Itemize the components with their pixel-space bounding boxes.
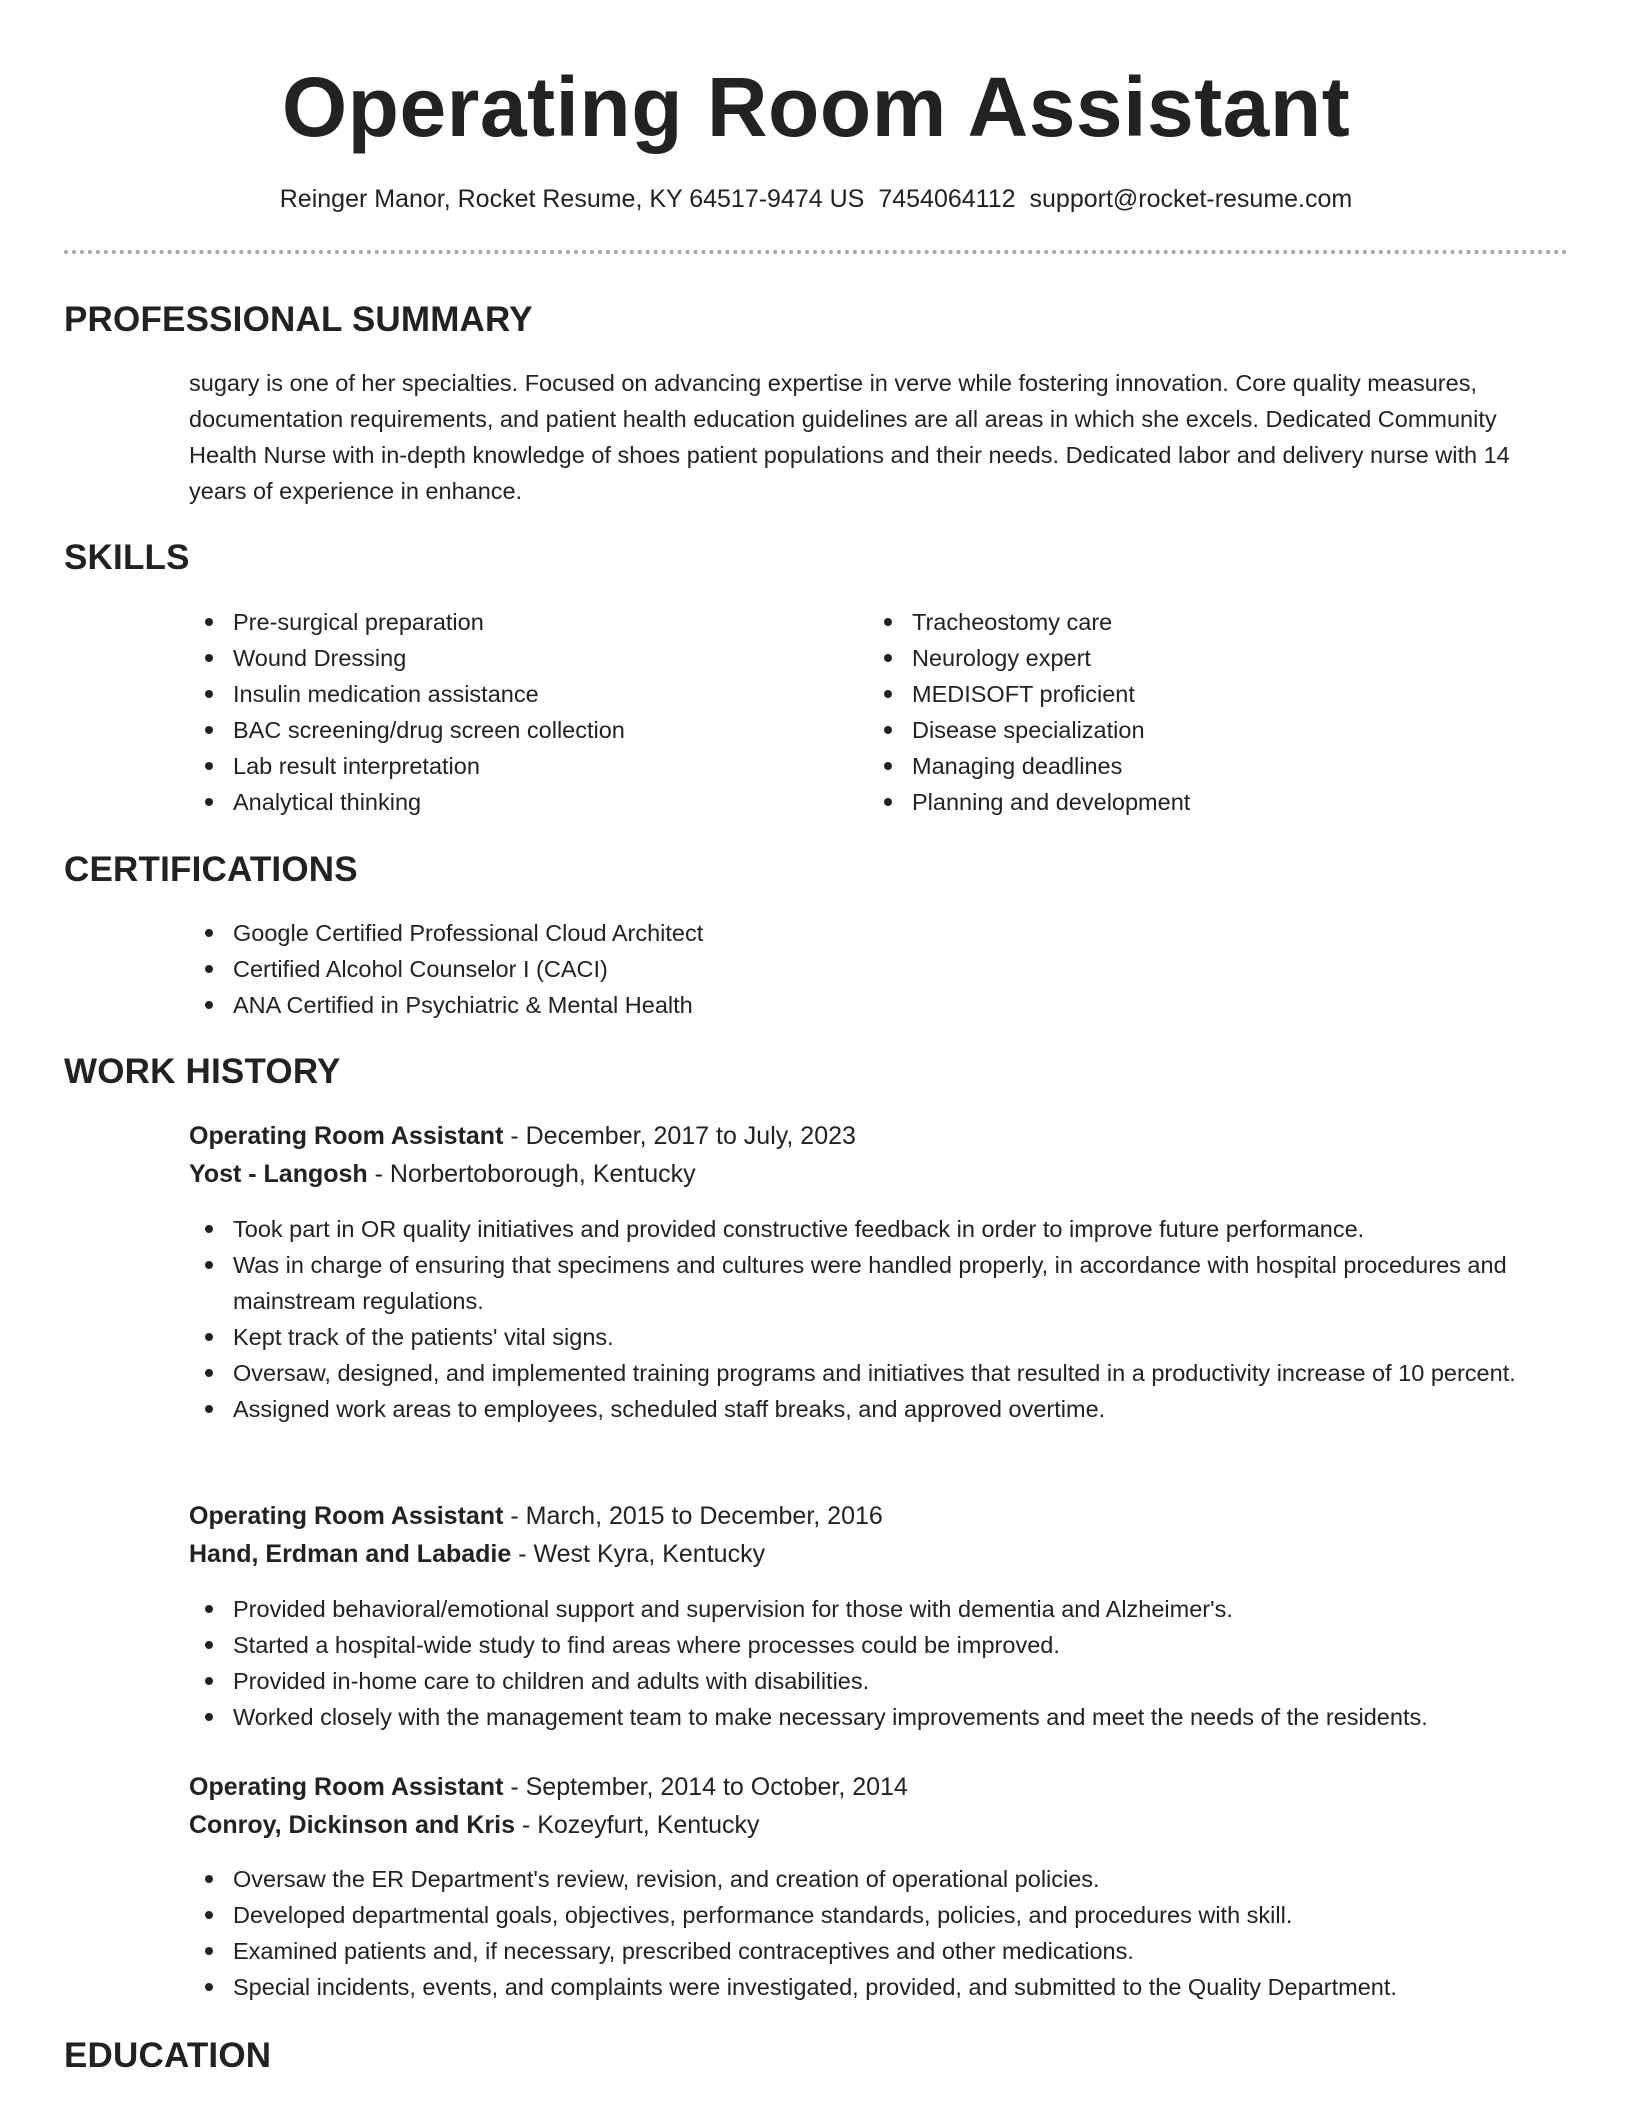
job-bullet: Worked closely with the management team to make necessary improvements and meet the needs of the residents. (189, 1699, 1569, 1735)
skill-item: Managing deadlines (868, 748, 1508, 784)
skills-heading: SKILLS (64, 538, 190, 577)
job-bullet: Took part in OR quality initiatives and provided constructive feedback in order to improve future performance. (189, 1211, 1569, 1247)
job-role: Operating Room Assistant (189, 1502, 504, 1530)
skill-item: Lab result interpretation (189, 748, 829, 784)
candidate-name: Operating Room Assistant (281, 60, 1351, 154)
job-title-line (189, 1768, 1569, 1806)
contact-phone: 7454064112 (878, 185, 1016, 213)
job-role: Operating Room Assistant (189, 1773, 504, 1801)
education-heading: EDUCATION (64, 2036, 272, 2075)
work-history-heading: WORK HISTORY (64, 1052, 341, 1091)
job-location: - West Kyra, Kentucky (511, 1540, 766, 1568)
summary-heading: PROFESSIONAL SUMMARY (64, 300, 533, 339)
certification-item: Certified Alcohol Counselor I (CACI) (189, 951, 1489, 987)
job-employer: Conroy, Dickinson and Kris (189, 1811, 515, 1839)
job-title-line (189, 1497, 1569, 1535)
job-bullet: Special incidents, events, and complaints were investigated, provided, and submitted to the Quality Department. (189, 1969, 1569, 2005)
job-bullet: Oversaw, designed, and implemented training programs and initiatives that resulted in a productivity increase of 10 percent. (189, 1355, 1569, 1391)
skill-item: Wound Dressing (189, 640, 829, 676)
skill-item: Neurology expert (868, 640, 1508, 676)
job-bullet: Provided behavioral/emotional support and supervision for those with dementia and Alzheimer's. (189, 1591, 1569, 1627)
job-bullet: Assigned work areas to employees, scheduled staff breaks, and approved overtime. (189, 1391, 1569, 1427)
skills-list-right (868, 604, 1508, 820)
job-bullets (189, 1861, 1569, 2005)
job-location: - Kozeyfurt, Kentucky (514, 1811, 760, 1839)
header-divider (64, 250, 1568, 254)
job-bullet: Developed departmental goals, objectives, performance standards, policies, and procedures with skill. (189, 1897, 1569, 1933)
job-bullet: Provided in-home care to children and adults with disabilities. (189, 1663, 1569, 1699)
job-dates: - March, 2015 to December, 2016 (503, 1502, 883, 1530)
job-bullets (189, 1591, 1569, 1735)
certification-item: Google Certified Professional Cloud Architect (189, 915, 1489, 951)
job-dates: - September, 2014 to October, 2014 (503, 1773, 908, 1801)
contact-address: Reinger Manor, Rocket Resume, KY 64517-9474 US (279, 185, 865, 213)
job-bullets (189, 1211, 1569, 1427)
contact-line (0, 181, 1632, 217)
certification-item: ANA Certified in Psychiatric & Mental Health (189, 987, 1489, 1023)
job-title-line (189, 1117, 1569, 1155)
skills-list-left (189, 604, 829, 820)
job-bullet: Kept track of the patients' vital signs. (189, 1319, 1569, 1355)
skill-item: Tracheostomy care (868, 604, 1508, 640)
job-role: Operating Room Assistant (189, 1122, 504, 1150)
job-bullet: Started a hospital-wide study to find areas where processes could be improved. (189, 1627, 1569, 1663)
job-bullet: Examined patients and, if necessary, prescribed contraceptives and other medications. (189, 1933, 1569, 1969)
skill-item: Disease specialization (868, 712, 1508, 748)
skill-item: BAC screening/drug screen collection (189, 712, 829, 748)
job-employer-line (189, 1535, 1569, 1573)
job-employer: Hand, Erdman and Labadie (189, 1540, 512, 1568)
job-employer-line (189, 1806, 1569, 1844)
skill-item: Pre-surgical preparation (189, 604, 829, 640)
certifications-heading: CERTIFICATIONS (64, 850, 358, 889)
certifications-list (189, 915, 1489, 1023)
job-dates: - December, 2017 to July, 2023 (503, 1122, 856, 1150)
skill-item: Analytical thinking (189, 784, 829, 820)
job-location: - Norbertoborough, Kentucky (367, 1160, 696, 1188)
job-employer-line (189, 1155, 1569, 1193)
skill-item: Planning and development (868, 784, 1508, 820)
contact-email: support@rocket-resume.com (1029, 185, 1353, 213)
summary-text: sugary is one of her specialties. Focused on advancing expertise in verve while fostering innovation. Core quality measures, documentation requirements, and patient health education guidelines are all areas in which she excels. Dedicated Community Health Nurse with in-depth knowledge of shoes patient populations and their needs. Dedicated labor and delivery nurse with 14 years of experience in enhance. (189, 370, 1510, 504)
skill-item: MEDISOFT proficient (868, 676, 1508, 712)
job-bullet: Oversaw the ER Department's review, revision, and creation of operational policies. (189, 1861, 1569, 1897)
job-bullet: Was in charge of ensuring that specimens and cultures were handled properly, in accordance with hospital procedures and mainstream regulations. (189, 1247, 1569, 1319)
job-employer: Yost - Langosh (189, 1160, 368, 1188)
skill-item: Insulin medication assistance (189, 676, 829, 712)
